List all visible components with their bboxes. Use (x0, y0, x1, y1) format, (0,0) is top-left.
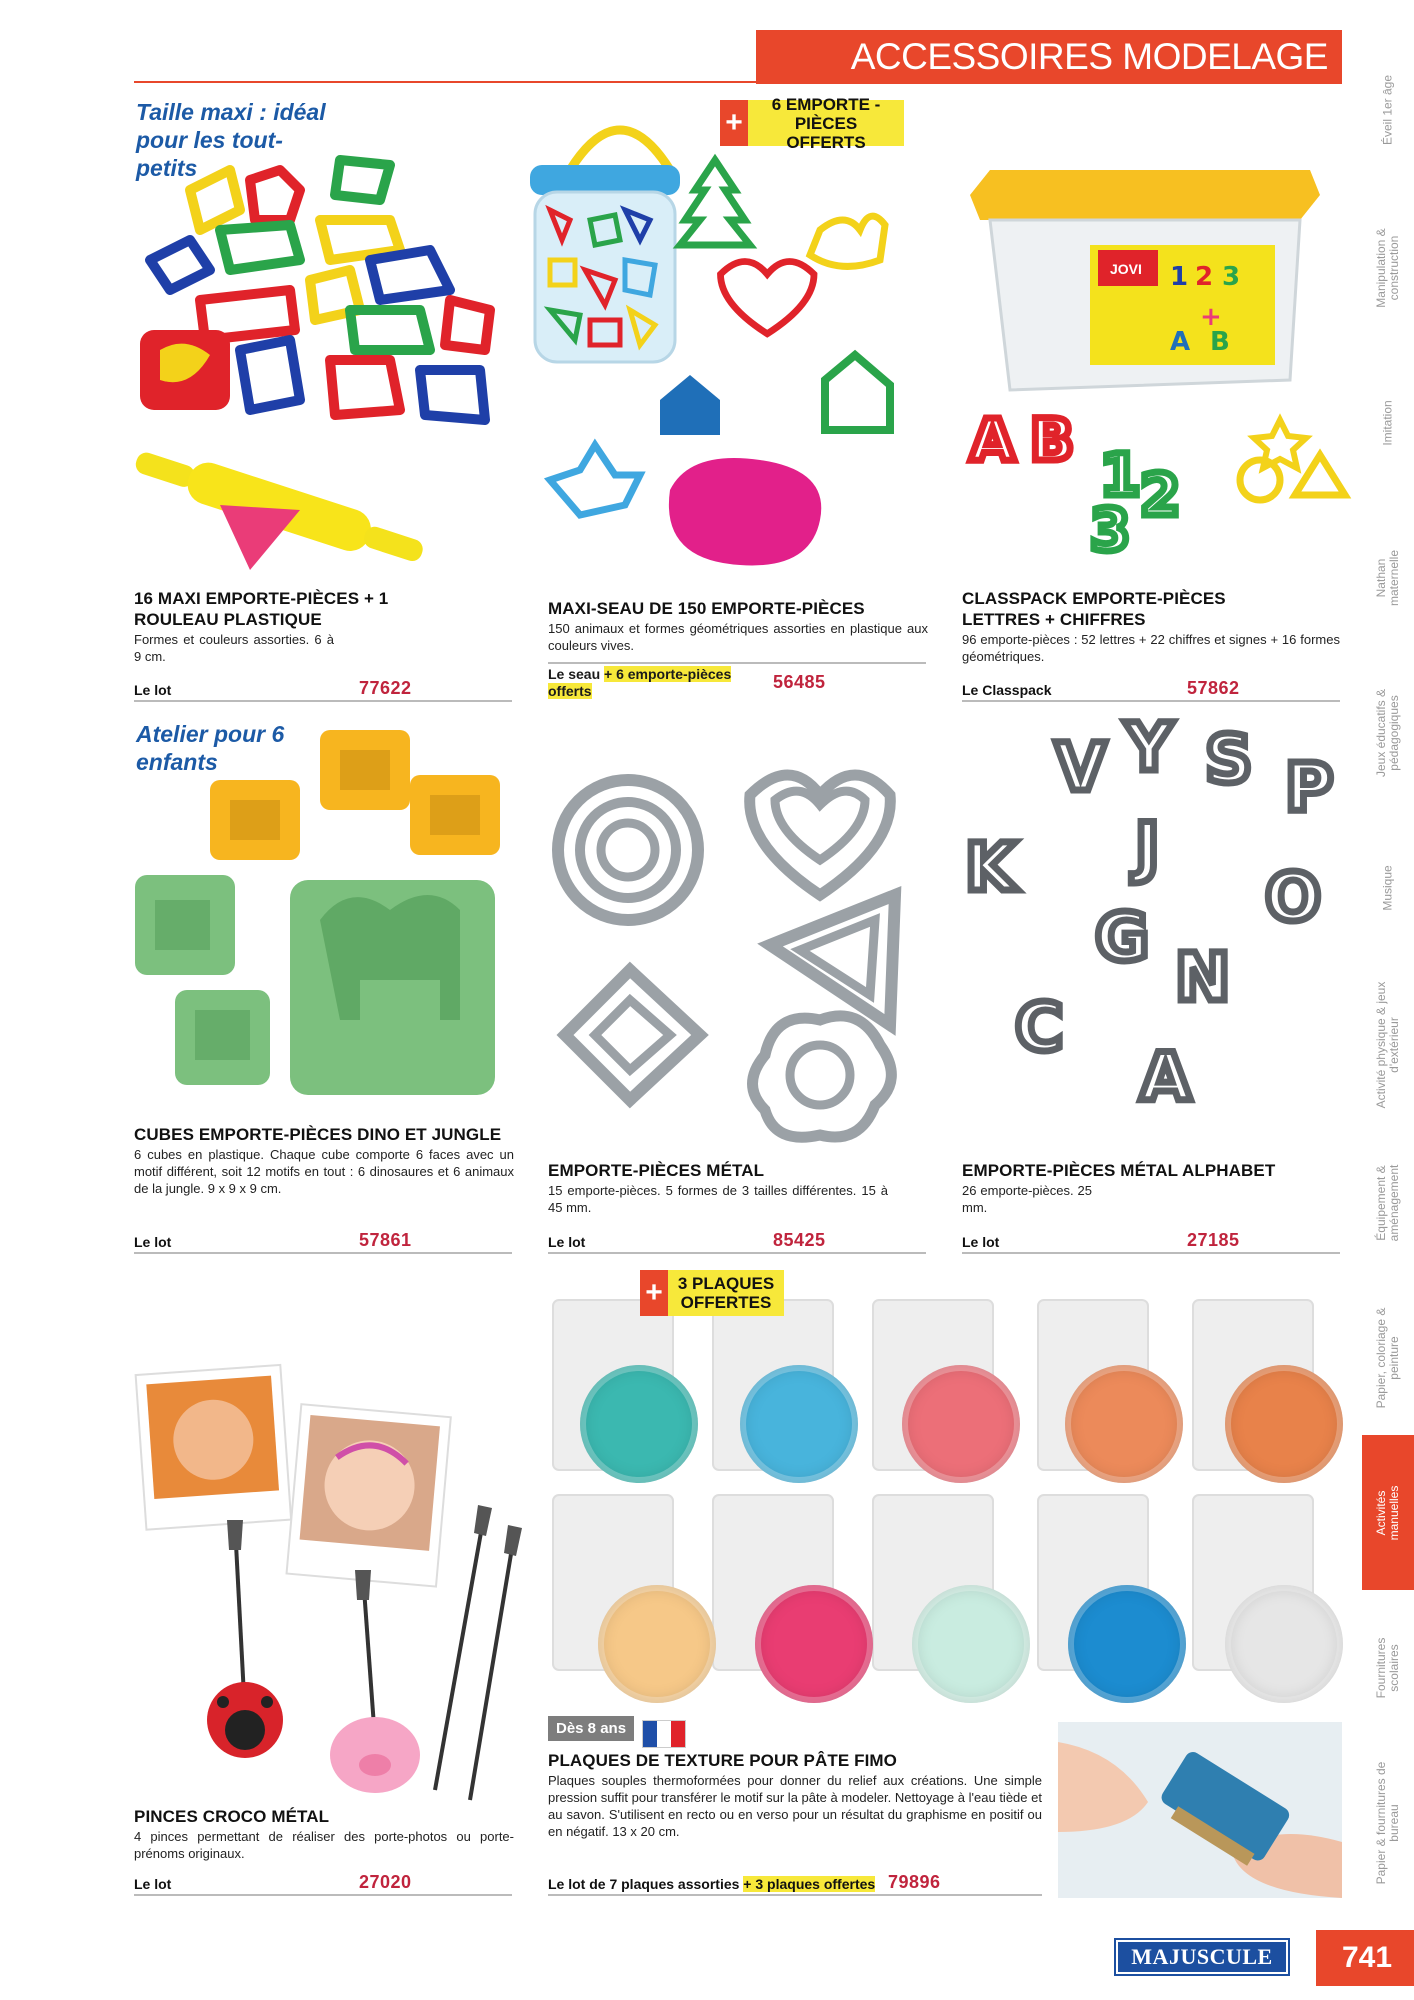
svg-text:3: 3 (1222, 262, 1241, 292)
tab-papier-coloriage[interactable]: Papier, coloriage & peinture (1362, 1280, 1414, 1436)
svg-text:A: A (1170, 327, 1191, 357)
product-title: 16 MAXI EMPORTE-PIÈCES + 1 ROULEAU PLASTIQUE (134, 589, 389, 629)
tab-imitation[interactable]: Imitation (1362, 345, 1414, 501)
product-code: 56485 (773, 672, 826, 692)
maxi-cutters-illustration (130, 150, 520, 570)
price-line (134, 1872, 512, 1896)
letter-p-cutter: P (1285, 749, 1334, 826)
texture-disc-5 (1225, 1365, 1343, 1483)
price-unit: Le seau (548, 666, 601, 682)
product-title: PINCES CROCO MÉTAL (134, 1807, 330, 1826)
price-unit: Le lot (134, 682, 172, 698)
product-title: CLASSPACK EMPORTE-PIÈCES LETTRES + CHIFFRES (962, 589, 1226, 629)
product-description: 6 cubes en plastique. Chaque cube comporte 6 faces avec un motif différent, soit 12 motifs en tout : 6 dinosaures et 6 animaux de la jungle. 9 x 9 x 9 cm. (134, 1147, 514, 1196)
seau-illustration (530, 100, 920, 590)
product-description: 26 emporte-pièces. 25 mm. (962, 1183, 1092, 1215)
letter-y-cutter: Y (1125, 709, 1173, 786)
plus-icon: + (640, 1270, 668, 1316)
product-code: 77622 (359, 678, 412, 698)
texture-disc-1 (580, 1365, 698, 1483)
svg-text:JOVI: JOVI (1110, 261, 1142, 277)
metal-cutters-illustration (550, 755, 920, 1140)
digit-1-cutter: 1 (1100, 441, 1141, 509)
tab-fournitures-scolaires[interactable]: Fournitures scolaires (1362, 1590, 1414, 1746)
section-title: ACCESSOIRES MODELAGE (850, 36, 1328, 77)
svg-text:1: 1 (1170, 262, 1189, 292)
digit-2-cutter: 2 (1140, 461, 1181, 529)
product-title: MAXI-SEAU DE 150 EMPORTE-PIÈCES (548, 599, 865, 618)
product-code: 57861 (359, 1230, 412, 1250)
product-description: 150 animaux et formes géométriques assorties en plastique aux couleurs vives. (548, 621, 928, 653)
texture-disc-3 (902, 1365, 1020, 1483)
product-code: 57862 (1187, 678, 1240, 698)
letter-a-cutter: A (1140, 1039, 1192, 1116)
age-badge: Dès 8 ans (548, 1716, 634, 1741)
tab-activite-physique[interactable]: Activité physique & jeux d'extérieur (1362, 965, 1414, 1126)
product-code: 27185 (1187, 1230, 1240, 1250)
product-maxi-seau (548, 598, 928, 654)
price-line (962, 678, 1340, 702)
price-unit: Le lot (962, 1234, 1000, 1250)
texture-disc-7 (755, 1585, 873, 1703)
price-offer: + 3 plaques offertes (743, 1876, 876, 1892)
texture-disc-10 (1225, 1585, 1343, 1703)
texture-disc-9 (1068, 1585, 1186, 1703)
product-description: 4 pinces permettant de réaliser des porte-photos ou porte-prénoms originaux. (134, 1829, 514, 1861)
tagline-atelier: Atelier pour 6 enfants (136, 721, 285, 775)
price-offer: + 6 emporte-pièces offerts (548, 666, 732, 699)
page-number: 741 (1316, 1930, 1414, 1986)
promo-badge-seau: + 6 EMPORTE - PIÈCES OFFERTS (720, 100, 904, 146)
letter-g-cutter: G (1095, 899, 1150, 976)
product-cubes-dino-jungle (134, 1124, 514, 1197)
price-unit: Le lot (548, 1234, 586, 1250)
tab-eveil[interactable]: Éveil 1er âge (1362, 30, 1414, 191)
price-line (134, 678, 512, 702)
letter-c-cutter: C (1015, 989, 1064, 1066)
product-description: 96 emporte-pièces : 52 lettres + 22 chiffres et signes + 16 formes géométriques. (962, 632, 1340, 664)
price-unit: Le lot de 7 plaques assorties + 3 plaques offertes (548, 1876, 876, 1892)
product-code: 27020 (359, 1872, 412, 1892)
section-header (756, 30, 1342, 84)
price-line (548, 662, 926, 700)
letter-b-cutter: B (1030, 406, 1075, 474)
price-unit: Le lot (134, 1234, 172, 1250)
brand-logo: MAJUSCULE (1116, 1940, 1288, 1974)
price-unit: Le Classpack (962, 682, 1052, 698)
france-flag-icon (642, 1720, 686, 1748)
price-line (548, 1872, 1042, 1896)
product-plaques-texture (548, 1750, 1042, 1840)
tab-nathan[interactable]: Nathan maternelle (1362, 500, 1414, 656)
hands-photo (1058, 1722, 1342, 1898)
product-emporte-pieces-metal (548, 1160, 928, 1216)
category-tabs (1362, 30, 1414, 1900)
letter-s-cutter: S (1205, 721, 1253, 798)
texture-disc-2 (740, 1365, 858, 1483)
letter-k-cutter: K (965, 829, 1017, 906)
product-description: Formes et couleurs assorties. 6 à 9 cm. (134, 632, 334, 664)
alphabet-illustration (960, 709, 1350, 1140)
croco-clips-illustration (135, 1360, 525, 1810)
letter-o-cutter: O (1265, 859, 1322, 936)
tab-manipulation[interactable]: Manipulation & construction (1362, 190, 1414, 346)
cubes-illustration (130, 720, 520, 1110)
digit-3-cutter: 3 (1090, 496, 1131, 564)
product-title: PLAQUES DE TEXTURE POUR PÂTE FIMO (548, 1751, 897, 1770)
classpack-illustration (960, 150, 1350, 570)
product-title: EMPORTE-PIÈCES MÉTAL (548, 1161, 765, 1180)
letter-a-cutter: A (970, 406, 1015, 474)
letter-v-cutter: V (1055, 729, 1107, 806)
tab-papier-bureau[interactable]: Papier & fournitures de bureau (1362, 1745, 1414, 1900)
product-maxi-emporte-pieces (134, 588, 514, 665)
product-classpack (962, 588, 1340, 665)
texture-disc-6 (598, 1585, 716, 1703)
promo-badge-plaques: + 3 PLAQUES OFFERTES (640, 1270, 784, 1316)
product-title: CUBES EMPORTE-PIÈCES DINO ET JUNGLE (134, 1125, 502, 1144)
product-pinces-croco (134, 1806, 514, 1862)
price-unit: Le lot (134, 1876, 172, 1892)
svg-text:B: B (1210, 327, 1230, 357)
letter-j-cutter: J (1135, 809, 1160, 886)
product-description: 15 emporte-pièces. 5 formes de 3 tailles différentes. 15 à 45 mm. (548, 1183, 888, 1215)
tab-jeux-educatifs[interactable]: Jeux éducatifs & pédagogiques (1362, 655, 1414, 811)
texture-disc-8 (912, 1585, 1030, 1703)
tab-musique[interactable]: Musique (1362, 810, 1414, 966)
tagline-maxi: Taille maxi : idéal pour les tout-petits (136, 99, 326, 181)
price-line (962, 1230, 1340, 1254)
header-rule (134, 81, 756, 83)
price-line (134, 1230, 512, 1254)
tab-equipement[interactable]: Équipement & aménagement (1362, 1125, 1414, 1281)
product-code: 85425 (773, 1230, 826, 1250)
product-title: EMPORTE-PIÈCES MÉTAL ALPHABET (962, 1161, 1276, 1180)
product-metal-alphabet (962, 1160, 1340, 1216)
tab-activites-manuelles[interactable]: Activités manuelles (1362, 1435, 1414, 1591)
letter-n-cutter: N (1175, 939, 1231, 1016)
texture-disc-4 (1065, 1365, 1183, 1483)
product-code: 79896 (888, 1872, 941, 1892)
product-description: Plaques souples thermoformées pour donner du relief aux créations. Une simple pression suffit pour transférer le motif sur la pâte à modeler. Nettoyage à l'eau tiède et au savon. S'utilisent en recto ou en verso pour un résultat du graphisme en positif ou en négatif. 13 x 20 cm. (548, 1773, 1042, 1839)
price-line (548, 1230, 926, 1254)
svg-text:2: 2 (1195, 262, 1214, 292)
svg-text:+: + (1200, 302, 1222, 332)
plus-icon: + (720, 100, 748, 146)
